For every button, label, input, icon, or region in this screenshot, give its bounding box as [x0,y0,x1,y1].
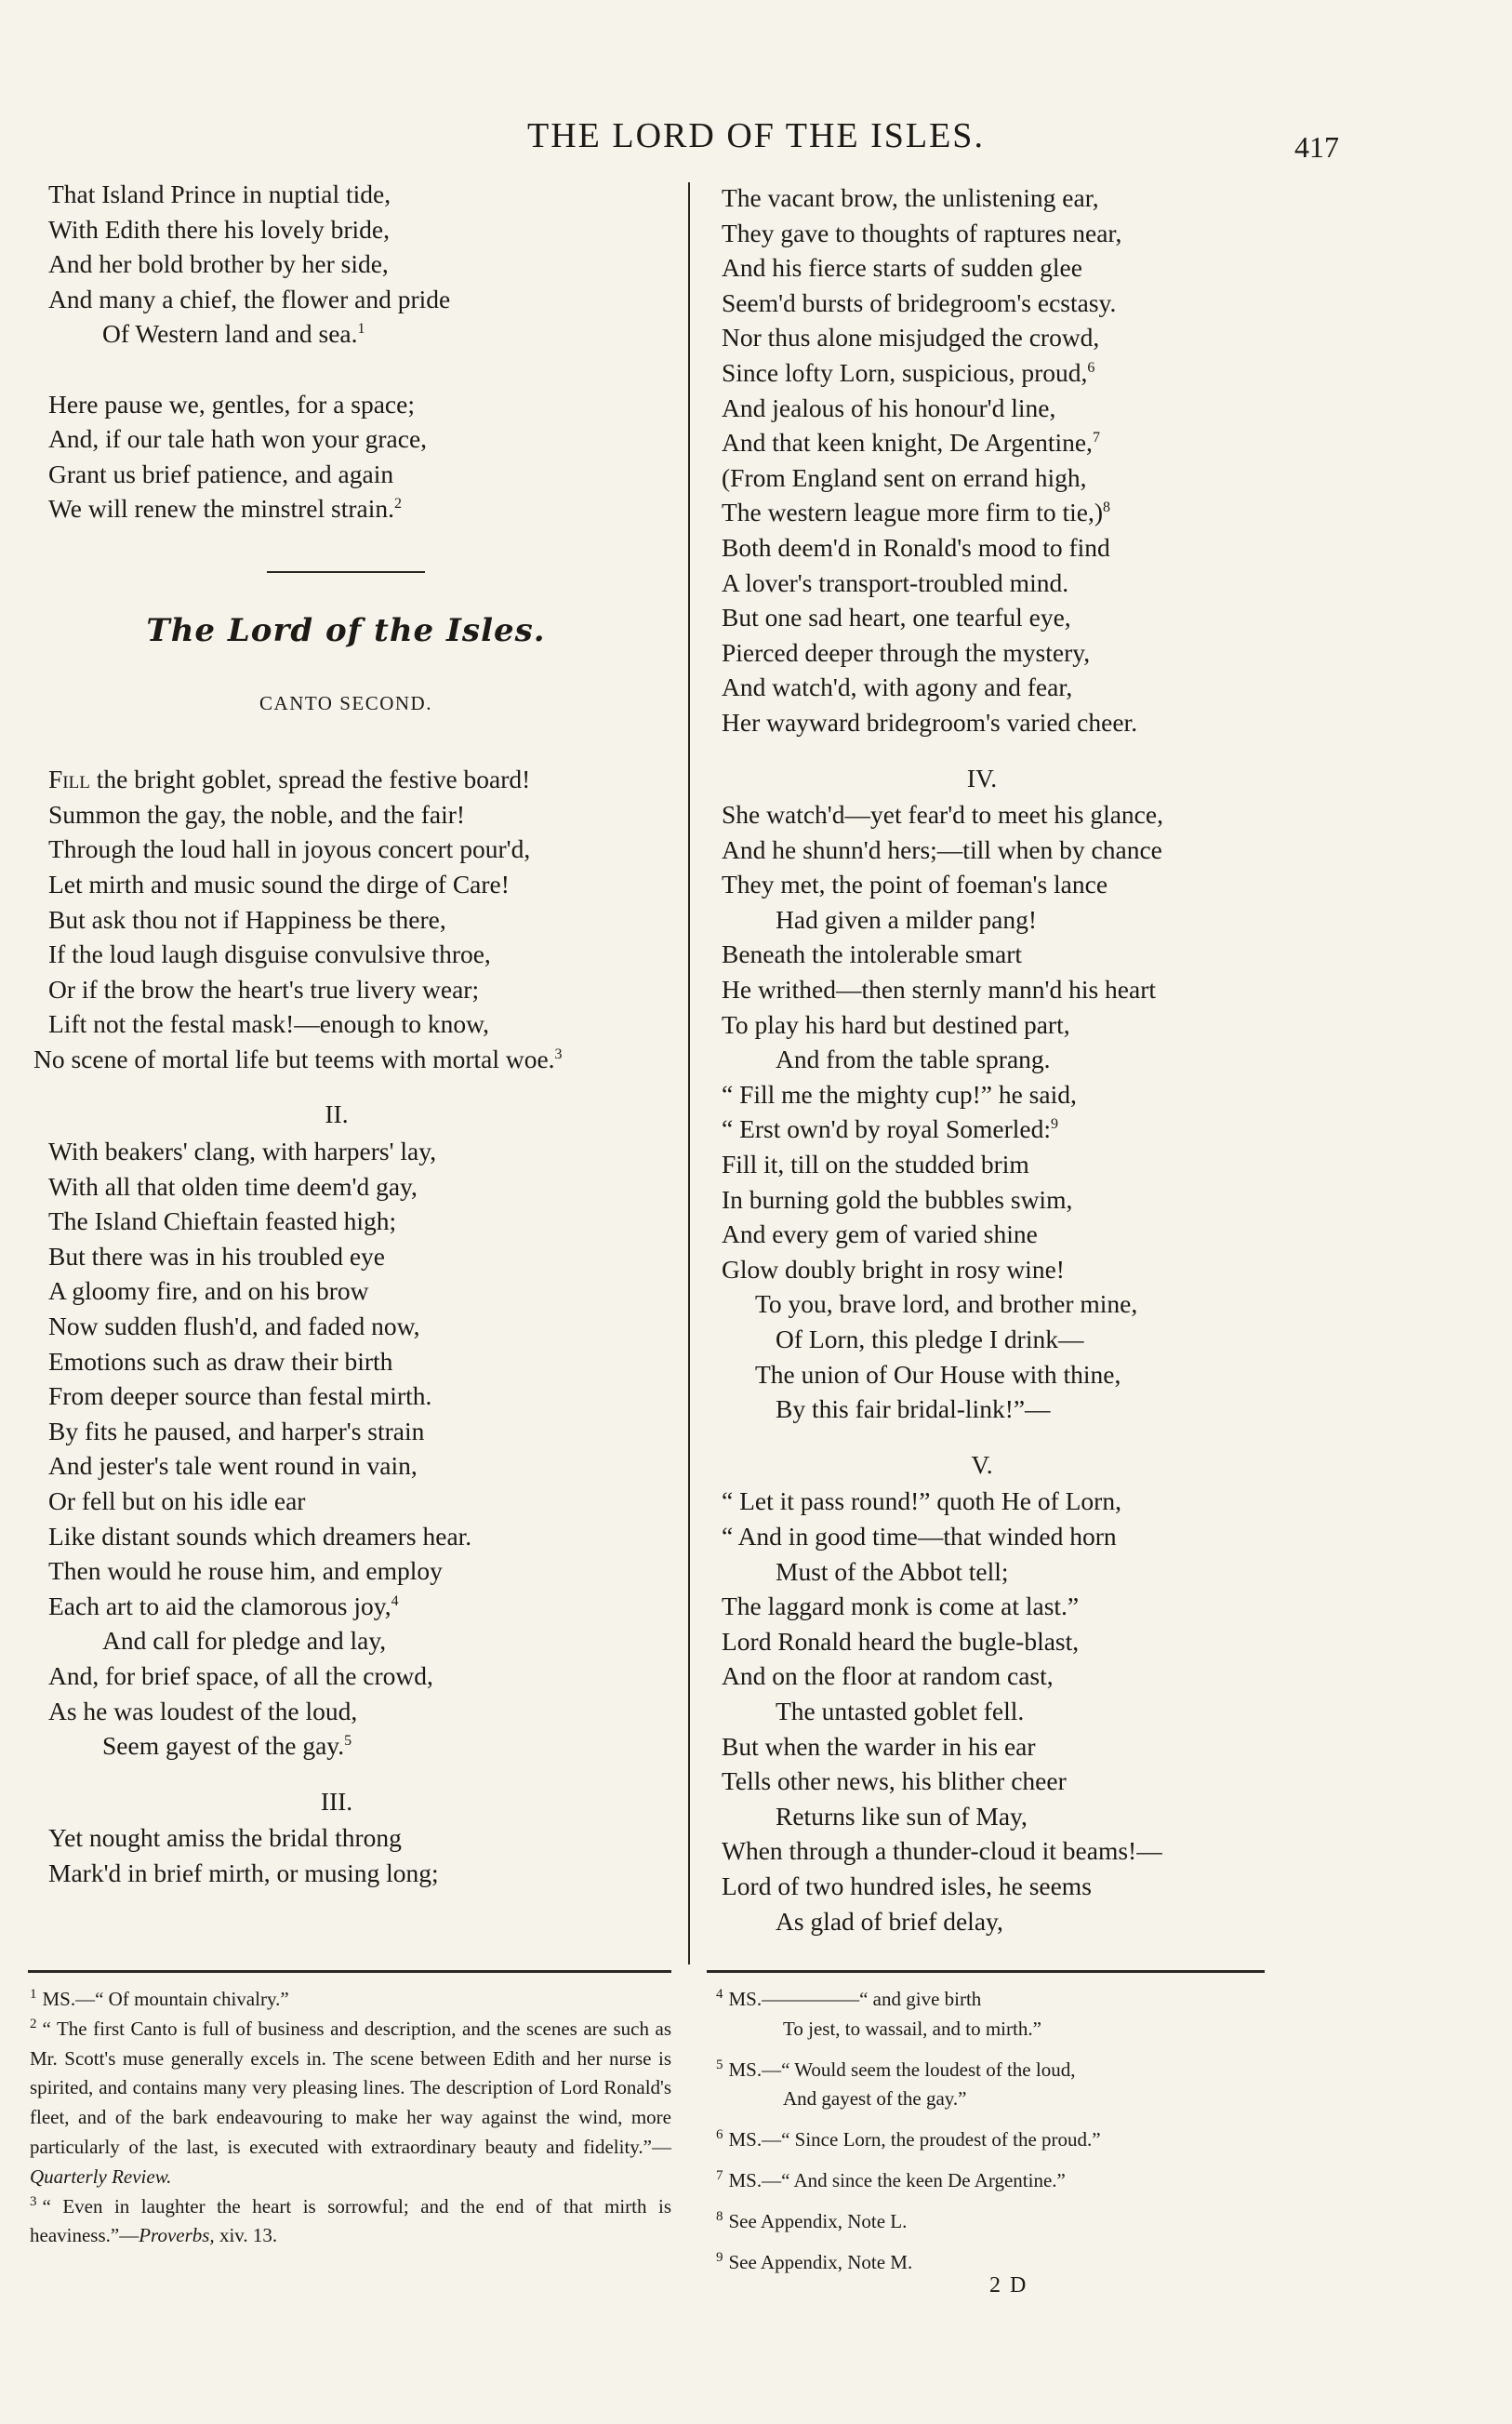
verse-text: In burning gold the bubbles swim, [722,1184,1073,1214]
verse-text: That Island Prince in nuptial tide, [48,180,391,208]
verse-line [48,1378,690,1414]
verse-text: “ Fill me the mighty cup!” he said, [722,1079,1077,1109]
footnote-number: 6 [716,2127,723,2143]
verse-text: And his fierce starts of sudden glee [722,253,1082,283]
verse-text: If the loud laugh disguise convulsive throe, [48,939,491,969]
footnote [716,2166,1274,2196]
verse-line [48,1553,690,1589]
verse-text: They gave to thoughts of raptures near, [722,218,1122,247]
verse-line [48,1694,690,1729]
verse-line [48,1006,690,1042]
verse-text: To play his hard but destined part, [722,1009,1070,1039]
verse-line [48,1134,690,1169]
verse-text: And he shunn'd hers;—till when by chance [722,834,1162,864]
verse-text: And many a chief, the flower and pride [48,284,451,313]
verse-line [48,1820,690,1856]
verse-line [722,1624,1289,1659]
verse-line [722,937,1289,972]
verse-text: We will renew the minstrel strain. [48,494,394,524]
verse-line [48,316,690,352]
verse-line [722,867,1289,902]
initial-word: Fill [48,765,90,794]
verse-line [722,1589,1289,1624]
verse-line [48,762,690,797]
footnote-text: MS.—“ Since Lorn, the proudest of the proud.” [728,2128,1101,2151]
verse-line [48,387,690,422]
poem-title: The Lord of the Isles. [146,611,546,649]
verse-line [722,1182,1289,1218]
verse-text: “ Erst own'd by royal Somerled: [722,1114,1051,1144]
page-number: 417 [1294,130,1339,164]
verse-line [48,421,690,457]
verse-line [722,355,1289,391]
verse-line [48,1239,690,1274]
stanza-number-3: III. [320,1786,353,1816]
verse-text: As he was loudest of the loud, [48,1696,358,1725]
verse-line [48,491,690,526]
footnote-rule-left [28,1970,671,1973]
verse-line [722,1007,1289,1043]
verse-text: And from the table sprang. [776,1045,1051,1074]
verse-line [722,1869,1289,1904]
footnote-marker: 6 [1087,359,1095,376]
verse-line [48,1519,690,1554]
verse-line [48,1589,690,1624]
verse-text: The untasted goblet fell. [776,1696,1025,1725]
verse-line [48,1204,690,1239]
verse-line [722,530,1289,566]
verse-line [722,902,1289,938]
verse-line [722,1729,1289,1765]
footnote-text: MS.—“ Would seem the loudest of the loud, [728,2058,1076,2081]
verse-line [722,1286,1289,1322]
verse-line [48,1169,690,1205]
verse-text: Lord Ronald heard the bugle-blast, [722,1626,1080,1656]
footnote-number: 5 [716,2057,723,2072]
verse-text: The vacant brow, the unlistening ear, [722,183,1099,212]
footnote-text: See Appendix, Note L. [728,2209,908,2232]
verse-text: They met, the point of foeman's lance [722,870,1108,899]
column-rule [688,182,690,1965]
verse-line [48,1344,690,1379]
canto-heading: CANTO SECOND. [259,691,432,714]
verse-line [48,1484,690,1519]
verse-text: Or fell but on his idle ear [48,1486,306,1515]
verse-line [722,286,1289,321]
verse-line [722,1042,1289,1077]
verse-line [722,1904,1289,1939]
footnote [30,2015,671,2192]
verse-line [722,1833,1289,1869]
verse-line [722,1519,1289,1554]
verse-text: Summon the gay, the noble, and the fair! [48,799,466,829]
verse-text: And on the floor at random cast, [722,1661,1054,1691]
verse-line [722,250,1289,286]
verse-text: Fill it, till on the studded brim [722,1150,1029,1179]
footnote-marker: 7 [1092,430,1100,446]
footnote-rule-right [707,1970,1265,1973]
footnote-continuation: And gayest of the gay.” [783,2087,967,2111]
verse-line [48,1658,690,1694]
section-rule [267,571,425,573]
verse-text: And that keen knight, De Argentine, [722,428,1093,458]
verse-text: Like distant sounds which dreamers hear. [48,1521,472,1551]
verse-text: By this fair bridal-link!”— [776,1394,1051,1424]
verse-line [722,705,1289,740]
verse-text: “ Let it pass round!” quoth He of Lorn, [722,1486,1121,1516]
stanza-number-2: II. [325,1099,349,1129]
footnote [716,2125,1274,2155]
verse-line [33,1042,690,1077]
footnote-number: 8 [716,2208,723,2224]
verse-text: And jester's tale went round in vain, [48,1451,418,1481]
verse-text: With all that olden time deem'd gay, [48,1171,418,1201]
verse-text: Must of the Abbot tell; [776,1556,1009,1586]
footnote-source: Proverbs, [139,2224,215,2247]
verse-text: She watch'd—yet fear'd to meet his glance, [722,800,1163,830]
footnote-continuation: To jest, to wassail, and to mirth.” [783,2017,1041,2040]
footnote-marker: 5 [344,1733,352,1749]
stanza-4 [722,797,1289,1427]
verse-text: Mark'd in brief mirth, or musing long; [48,1858,439,1887]
verse-line [722,1077,1289,1112]
footnote-number: 2 [30,2016,37,2031]
verse-line [722,635,1289,671]
left-column [33,177,690,1891]
verse-line [722,460,1289,496]
footnotes-left [30,1985,671,2251]
verse-text: He writhed—then sternly mann'd his heart [722,975,1156,1005]
stanza-3-continued [722,180,1289,740]
verse-line [48,282,690,317]
verse-text: Lift not the festal mask!—enough to know, [48,1009,490,1039]
verse-text: Nor thus alone misjudged the crowd, [722,323,1100,353]
verse-text: And call for pledge and lay, [102,1626,387,1656]
verse-line [722,600,1289,635]
verse-line [48,1728,690,1764]
verse-line [48,177,690,212]
verse-text: (From England sent on errand high, [722,462,1087,492]
stanza-number-5: V. [971,1449,993,1479]
verse-text: And, for brief space, of all the crowd, [48,1660,433,1690]
verse-text: Returns like sun of May, [776,1801,1028,1831]
verse-line [48,902,690,938]
verse-text: And jealous of his honour'd line, [722,393,1056,422]
verse-line [48,1448,690,1484]
footnote [716,2207,1274,2237]
verse-text: Lord of two hundred isles, he seems [722,1871,1092,1900]
verse-line [722,495,1289,530]
verse-line [722,1252,1289,1287]
verse-text: And, if our tale hath won your grace, [48,424,428,454]
stanza-2 [48,1134,690,1764]
footnote [30,1985,671,2015]
verse-line [722,1694,1289,1729]
verse-text: Or if the brow the heart's true livery wear; [48,974,480,1004]
verse-text: But ask thou not if Happiness be there, [48,904,446,934]
footnote-marker: 1 [357,321,365,338]
stanza-number-4: IV. [966,763,998,792]
stanza-3 [48,1820,690,1890]
verse-line [722,1799,1289,1834]
footnote-number: 7 [716,2167,723,2183]
verse-line [722,1357,1289,1392]
verse-line [722,1392,1289,1427]
verse-text: Let mirth and music sound the dirge of Care! [48,869,510,899]
verse-text: Through the loud hall in joyous concert pour'd, [48,834,531,864]
verse-line [48,1414,690,1449]
verse-text: From deeper source than festal mirth. [48,1381,432,1411]
footnote-marker: 2 [394,496,402,513]
verse-text: And her bold brother by her side, [48,249,389,279]
verse-text: Tells other news, his blither cheer [722,1766,1067,1796]
verse-text: Grant us brief patience, and again [48,459,394,488]
verse-text: To you, brave lord, and brother mine, [755,1289,1138,1319]
verse-text: A lover's transport-troubled mind. [722,567,1069,597]
footnote [716,2056,1274,2115]
verse-text: The Island Chieftain feasted high; [48,1206,397,1236]
verse-line [48,246,690,282]
right-column [722,180,1289,1938]
footnote-number: 9 [716,2249,723,2265]
footnote [30,2192,671,2252]
stanza-1 [33,762,690,1076]
verse-text: A gloomy fire, and on his brow [48,1276,369,1306]
verse-text: The laggard monk is come at last.” [722,1592,1080,1621]
verse-line [722,216,1289,251]
verse-line [48,797,690,832]
verse-text: Seem'd bursts of bridegroom's ecstasy. [722,287,1117,317]
verse-text: Then would he rouse him, and employ [48,1556,443,1586]
verse-text: Seem gayest of the gay. [102,1731,345,1761]
verse-text: But there was in his troubled eye [48,1241,385,1271]
verse-text: And watch'd, with agony and fear, [722,673,1073,702]
verse-text: With beakers' clang, with harpers' lay, [48,1137,437,1166]
verse-text: And every gem of varied shine [722,1219,1038,1249]
verse-text: By fits he paused, and harper's strain [48,1416,425,1445]
verse-line [722,797,1289,832]
signature-mark: 2 D [989,2273,1028,2297]
verse-text: Now sudden flush'd, and faded now, [48,1312,420,1341]
footnote [716,1985,1274,2044]
verse-line [48,832,690,867]
footnote-number: 3 [30,2193,37,2209]
footnote-number: 4 [716,1987,723,2002]
verse-line [48,1623,690,1658]
footnote-marker: 9 [1050,1116,1058,1133]
verse-text: No scene of mortal life but teems with mortal woe. [33,1044,555,1073]
footnote-marker: 4 [391,1592,399,1609]
verse-line [48,212,690,247]
footnote-source: Quarterly Review. [30,2164,172,2188]
stanza-pause [48,387,690,526]
verse-text: Beneath the intolerable smart [722,939,1023,969]
verse-line [722,1658,1289,1694]
verse-line [48,1273,690,1309]
verse-line [722,180,1289,216]
verse-text: Emotions such as draw their birth [48,1346,393,1376]
verse-line [48,972,690,1007]
verse-line [722,320,1289,355]
footnote-text: “ The first Canto is full of business and description, and the scenes are such as Mr. Scott's muse generally excels in. The scene between Edith and her nurse is spirited, and contains many very pleasing lines. The description of Lord Ronald's fleet, and of the bark endeavouring to make her way against the wind, more particularly of the last, is executed with extraordinary beauty and fidelity.”— [30,2017,671,2158]
verse-text: The union of Our House with thine, [755,1359,1121,1389]
verse-text: Here pause we, gentles, for a space; [48,389,415,419]
footnote-citation: xiv. 13. [214,2224,278,2247]
stanza-5 [722,1484,1289,1938]
verse-line [722,670,1289,705]
verse-text: But when the warder in his ear [722,1731,1036,1761]
verse-line [722,1322,1289,1357]
verse-line [722,832,1289,868]
verse-text: Of Western land and sea. [102,319,358,349]
verse-text: Had given a milder pang! [776,904,1038,934]
footnote-text: MS.—“ Of mountain chivalry.” [42,1988,289,2010]
footnotes-right [716,1985,1274,2288]
verse-line [722,1112,1289,1147]
running-title: THE LORD OF THE ISLES. [527,116,985,155]
verse-text: Both deem'd in Ronald's mood to find [722,532,1110,562]
footnote-text: MS.—“ And since the keen De Argentine.” [728,2168,1066,2191]
verse-line [722,972,1289,1007]
verse-line [722,391,1289,426]
footnote-number: 1 [30,1987,37,2002]
verse-text: Her wayward bridegroom's varied cheer. [722,707,1138,737]
verse-line [48,937,690,972]
verse-line [722,566,1289,601]
verse-line [722,425,1289,460]
verse-line [722,1554,1289,1590]
footnote-text: See Appendix, Note M. [728,2250,913,2273]
stanza-intro [48,177,690,352]
footnote-text: “ Even in laughter the heart is sorrowful; and the end of that mirth is heaviness.”— [30,2194,671,2247]
verse-text: the bright goblet, spread the festive board! [89,765,531,794]
verse-text: But one sad heart, one tearful eye, [722,603,1071,633]
verse-text: When through a thunder-cloud it beams!— [722,1836,1162,1866]
verse-text: Glow doubly bright in rosy wine! [722,1254,1065,1284]
verse-line [722,1484,1289,1519]
verse-line [722,1147,1289,1182]
verse-line [48,867,690,902]
verse-line [722,1764,1289,1799]
verse-text: “ And in good time—that winded horn [722,1521,1117,1551]
verse-line [48,1309,690,1344]
verse-line [48,457,690,492]
verse-text: As glad of brief delay, [776,1906,1003,1936]
footnote-marker: 8 [1103,499,1111,516]
verse-line [722,1217,1289,1252]
verse-text: Each art to aid the clamorous joy, [48,1591,391,1620]
verse-text: Since lofty Lorn, suspicious, proud, [722,357,1088,387]
verse-text: With Edith there his lovely bride, [48,214,391,244]
verse-text: The western league more firm to tie,) [722,498,1104,527]
footnote-text: MS.—————“ and give birth [728,1988,982,2010]
verse-line [48,1856,690,1891]
verse-text: Of Lorn, this pledge I drink— [776,1325,1084,1353]
verse-text: Pierced deeper through the mystery, [722,637,1091,667]
verse-text: Yet nought amiss the bridal throng [48,1823,402,1853]
footnote-marker: 3 [554,1046,563,1062]
